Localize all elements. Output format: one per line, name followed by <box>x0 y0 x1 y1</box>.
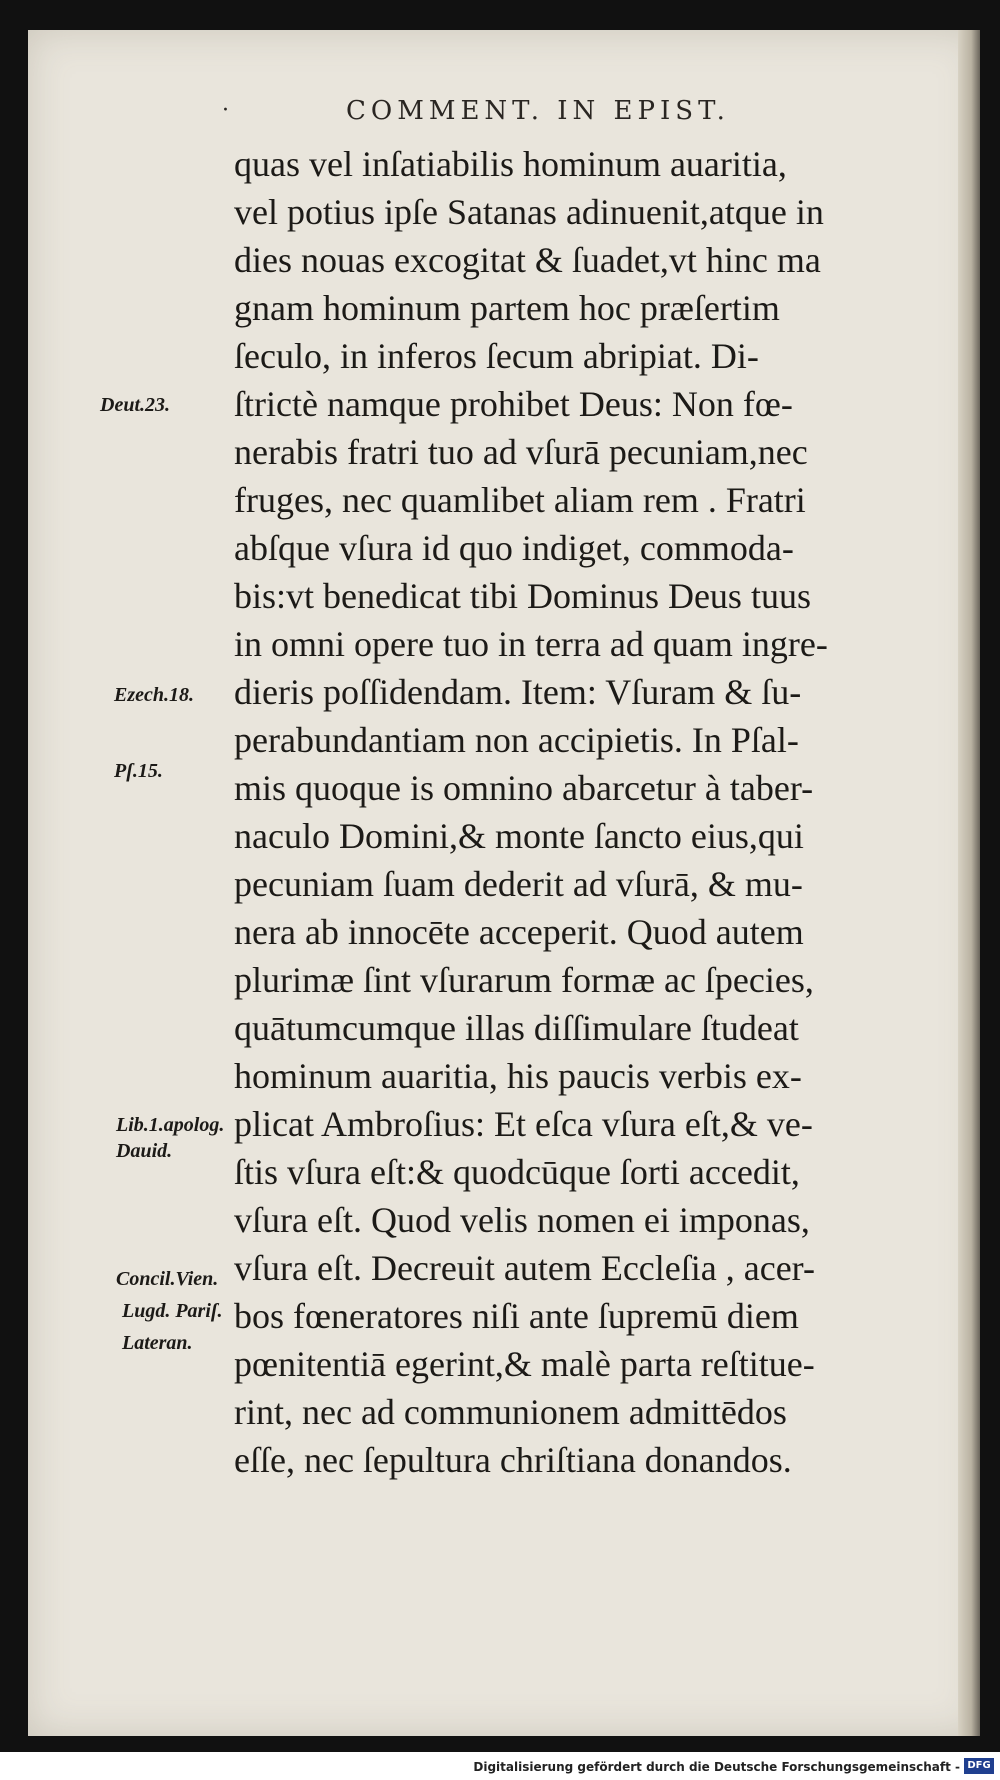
text-line: vſura eſt. Decreuit autem Eccleſia , acer- <box>234 1248 815 1288</box>
text-line: naculo Domini,& monte ſancto eius,qui <box>234 816 804 856</box>
margin-note-concil-3: Lateran. <box>122 1332 193 1354</box>
text-line: hominum auaritia, his paucis verbis ex- <box>234 1056 802 1096</box>
dfg-logo: DFG <box>964 1758 994 1774</box>
text-line: abſque vſura id quo indiget, commoda- <box>234 528 794 568</box>
text-line: pecuniam ſuam dederit ad vſurā, & mu- <box>234 864 803 904</box>
text-line: in omni opere tuo in terra ad quam ingre- <box>234 624 828 664</box>
margin-note-concil-1: Concil.Vien. <box>116 1268 219 1290</box>
margin-note-lib-2: Dauid. <box>116 1140 173 1162</box>
text-line: vſura eſt. Quod velis nomen ei imponas, <box>234 1200 810 1240</box>
text-line: fruges, nec quamlibet aliam rem . Fratri <box>234 480 806 520</box>
page-edge <box>958 30 980 1736</box>
text-line: vel potius ipſe Satanas adinuenit,atque in <box>234 192 824 232</box>
text-line: quas vel inſatiabilis hominum auaritia, <box>234 144 787 184</box>
text-line: gnam hominum partem hoc præſertim <box>234 288 780 328</box>
running-head: COMMENT. IN EPIST. <box>346 96 730 126</box>
margin-note-deut: Deut.23. <box>100 394 170 416</box>
text-line: plurimæ ſint vſurarum formæ ac ſpecies, <box>234 960 814 1000</box>
text-line: plicat Ambroſius: Et eſca vſura eſt,& ve- <box>234 1104 813 1144</box>
margin-note-ezech: Ezech.18. <box>114 684 194 706</box>
text-line: eſſe, nec ſepultura chriſtiana donandos. <box>234 1440 792 1480</box>
text-line: bis:vt benedicat tibi Dominus Deus tuus <box>234 576 811 616</box>
margin-note-lib-1: Lib.1.apolog. <box>116 1114 225 1136</box>
text-line: ſtrictè namque prohibet Deus: Non fœ- <box>234 384 793 424</box>
text-line: nerabis fratri tuo ad vſurā pecuniam,nec <box>234 432 808 472</box>
text-line: perabundantiam non accipietis. In Pſal- <box>234 720 799 760</box>
text-line: rint, nec ad communionem admittēdos <box>234 1392 787 1432</box>
text-line: mis quoque is omnino abarcetur à taber- <box>234 768 814 808</box>
text-line: pœnitentiā egerint,& malè parta reſtitue- <box>234 1344 815 1384</box>
text-line: dieris poſſidendam. Item: Vſuram & ſu- <box>234 672 802 712</box>
text-line: ſtis vſura eſt:& quodcūque ſorti accedit, <box>234 1152 800 1192</box>
footer-credit: Digitalisierung gefördert durch die Deutsche Forschungsgemeinschaft - <box>473 1760 960 1774</box>
margin-note-concil-2: Lugd. Pariſ. <box>122 1300 223 1322</box>
margin-note-psal: Pſ.15. <box>114 760 163 782</box>
running-head-mark: · <box>222 98 229 123</box>
text-line: nera ab innocēte acceperit. Quod autem <box>234 912 804 952</box>
text-line: bos fœneratores niſi ante ſupremū diem <box>234 1296 799 1336</box>
text-line: quātumcumque illas diſſimulare ſtudeat <box>234 1008 799 1048</box>
text-line: ſeculo, in inferos ſecum abripiat. Di- <box>234 336 759 376</box>
text-line: dies nouas excogitat & ſuadet,vt hinc ma <box>234 240 821 280</box>
